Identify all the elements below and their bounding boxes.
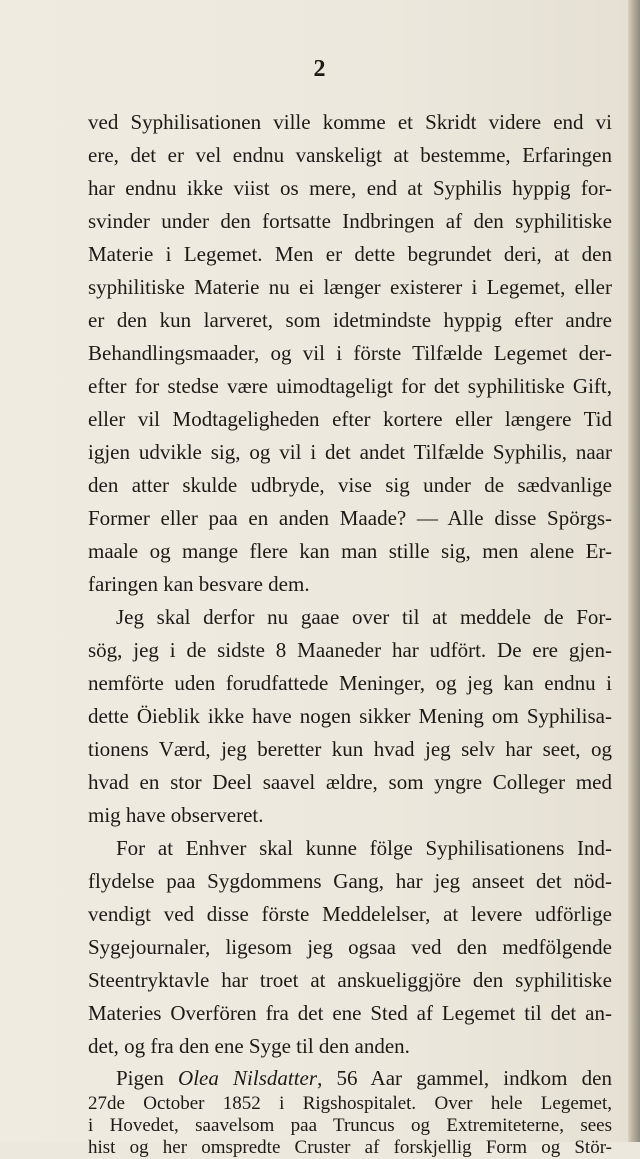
text-line bbox=[88, 1063, 612, 1093]
paragraph-1 bbox=[88, 106, 612, 601]
text-line: dette Öieblik ikke have nogen sikker Mening om Syphilisa- bbox=[88, 704, 612, 728]
text-line: i Hovedet, saavelsom paa Truncus og Extremiteterne, sees bbox=[88, 1115, 612, 1136]
text-line: ved Syphilisationen ville komme et Skridt videre end vi bbox=[88, 110, 612, 134]
text-line: sög, jeg i de sidste 8 Maaneder har udfört. De ere gjen- bbox=[88, 638, 612, 662]
text-line: Former eller paa en anden Maade? — Alle disse Spörgs- bbox=[88, 506, 612, 530]
paragraph-2 bbox=[88, 601, 612, 832]
text-line: eller vil Modtageligheden efter kortere eller længere Tid bbox=[88, 407, 612, 431]
text-line: nemförte uden forudfattede Meninger, og jeg kan endnu i bbox=[88, 671, 612, 695]
text-line: efter for stedse være uimodtageligt for det syphilitiske Gift, bbox=[88, 374, 612, 398]
body-text bbox=[88, 106, 612, 1159]
text-line: tionens Værd, jeg beretter kun hvad jeg selv har seet, og bbox=[88, 737, 612, 761]
text-line: Behandlingsmaader, og vil i förste Tilfælde Legemet der- bbox=[88, 341, 612, 365]
text-line: Materie i Legemet. Men er dette begrundet deri, at den bbox=[88, 242, 612, 266]
text-line: igjen udvikle sig, og vil i det andet Tilfælde Syphilis, naar bbox=[88, 440, 612, 464]
page-number: 2 bbox=[313, 56, 327, 82]
text-line: ere, det er vel endnu vanskeligt at bestemme, Erfaringen bbox=[88, 143, 612, 167]
text-line: syphilitiske Materie nu ei længer existerer i Legemet, eller bbox=[88, 275, 612, 299]
text-line: hvad en stor Deel saavel ældre, som yngre Colleger med bbox=[88, 770, 612, 794]
text-line: hist og her omspredte Cruster af forskjellig Form og Stör- bbox=[88, 1137, 612, 1158]
text-line: maale og mange flere kan man stille sig, men alene Er- bbox=[88, 539, 612, 563]
text-line: vendigt ved disse förste Meddelelser, at levere udförlige bbox=[88, 902, 612, 926]
line-suffix: , 56 Aar gammel, indkom den bbox=[317, 1066, 612, 1090]
text-line: For at Enhver skal kunne fölge Syphilisationens Ind- bbox=[116, 836, 612, 860]
text-line: det, og fra den ene Syge til den anden. bbox=[88, 1034, 410, 1058]
text-line: er den kun larveret, som idetmindste hyppig efter andre bbox=[88, 308, 612, 332]
text-line: har endnu ikke viist os mere, end at Syphilis hyppig for- bbox=[88, 176, 612, 200]
page-edge bbox=[628, 0, 640, 1142]
text-line: faringen kan besvare dem. bbox=[88, 572, 310, 596]
paragraph-3 bbox=[88, 832, 612, 1063]
text-line: Jeg skal derfor nu gaae over til at meddele de For- bbox=[116, 605, 612, 629]
text-line: Steentryktavle har troet at anskueliggjöre den syphilitiske bbox=[88, 968, 612, 992]
text-line: 27de October 1852 i Rigshospitalet. Over hele Legemet, bbox=[88, 1093, 612, 1114]
text-line: den atter skulde udbryde, vise sig under de sædvanlige bbox=[88, 473, 612, 497]
line-prefix: Pigen bbox=[116, 1066, 179, 1090]
paragraph-4 bbox=[88, 1063, 612, 1159]
text-line: Sygejournaler, ligesom jeg ogsaa ved den medfölgende bbox=[88, 935, 612, 959]
patient-name: Olea Nilsdatter bbox=[178, 1066, 318, 1090]
text-line: Materies Overfören fra det ene Sted af Legemet til det an- bbox=[88, 1001, 612, 1025]
text-line: mig have observeret. bbox=[88, 803, 264, 827]
text-line: svinder under den fortsatte Indbringen af den syphilitiske bbox=[88, 209, 612, 233]
text-line: flydelse paa Sygdommens Gang, har jeg anseet det nöd- bbox=[88, 869, 612, 893]
